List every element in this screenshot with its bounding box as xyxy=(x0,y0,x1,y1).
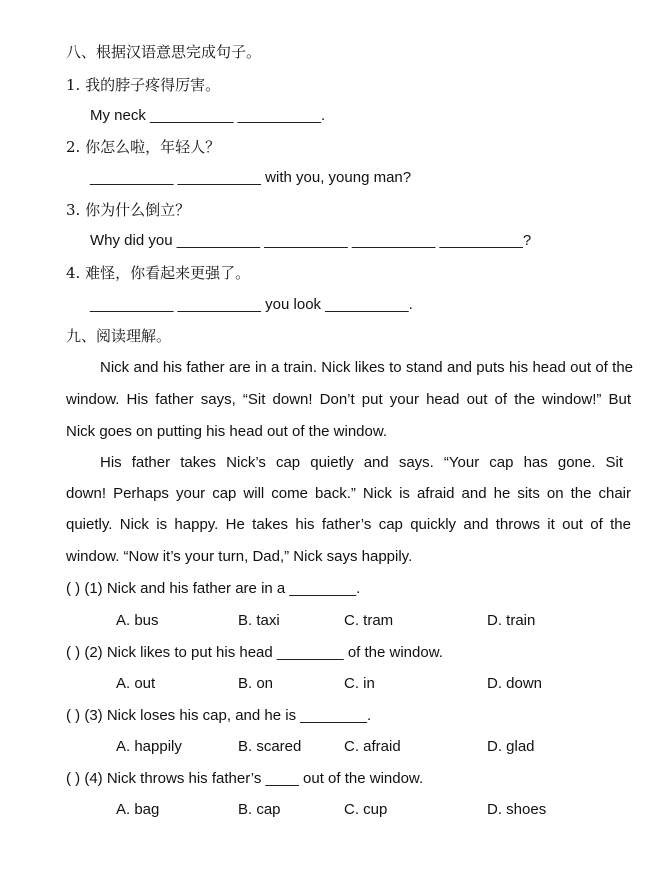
question-stem: ( ) (1) Nick and his father are in a ________. xyxy=(66,580,361,597)
answer-line: __________ __________ with you, young man? xyxy=(90,169,412,186)
option-a: A. happily xyxy=(116,738,182,755)
answer-line: Why did you __________ __________ __________ __________? xyxy=(90,232,532,249)
passage-line: down! Perhaps your cap will come back.” Nick is afraid and he sits on the chair xyxy=(66,485,631,502)
option-c: C. cup xyxy=(344,801,388,818)
option-a: A. bag xyxy=(116,801,160,818)
option-c: C. in xyxy=(344,675,375,692)
option-b: B. cap xyxy=(238,801,281,818)
option-b: B. taxi xyxy=(238,612,280,629)
passage-line: Nick goes on putting his head out of the window. xyxy=(66,423,388,440)
section-8-heading: 八、根据汉语意思完成句子。 xyxy=(66,43,262,61)
question-prompt: 1. 我的脖子疼得厉害。 xyxy=(66,76,221,94)
question-prompt: 4. 难怪，你看起来更强了。 xyxy=(66,264,251,282)
option-d: D. train xyxy=(487,612,536,629)
answer-line: My neck __________ __________. xyxy=(90,107,326,124)
question-stem: ( ) (4) Nick throws his father’s ____ out of the window. xyxy=(66,770,424,787)
option-b: B. on xyxy=(238,675,274,692)
passage-line: Nick and his father are in a train. Nick likes to stand and puts his head out of the xyxy=(100,359,633,376)
section-9-heading: 九、阅读理解。 xyxy=(66,327,172,345)
option-d: D. glad xyxy=(487,738,535,755)
option-d: D. down xyxy=(487,675,543,692)
question-prompt: 3. 你为什么倒立？ xyxy=(66,201,191,219)
passage-line: His father takes Nick’s cap quietly and says. “Your cap has gone. Sit xyxy=(100,454,623,471)
option-d: D. shoes xyxy=(487,801,547,818)
question-stem: ( ) (3) Nick loses his cap, and he is ________. xyxy=(66,707,372,724)
option-a: A. out xyxy=(116,675,156,692)
option-c: C. afraid xyxy=(344,738,401,755)
question-prompt: 2. 你怎么啦，年轻人？ xyxy=(66,138,221,156)
option-c: C. tram xyxy=(344,612,394,629)
answer-line: __________ __________ you look __________. xyxy=(90,296,413,313)
option-a: A. bus xyxy=(116,612,159,629)
passage-line: quietly. Nick is happy. He takes his father’s cap quickly and throws it out of the xyxy=(66,516,631,533)
option-b: B. scared xyxy=(238,738,302,755)
passage-line: window. “Now it’s your turn, Dad,” Nick says happily. xyxy=(66,548,413,565)
question-stem: ( ) (2) Nick likes to put his head ________ of the window. xyxy=(66,644,443,661)
passage-line: window. His father says, “Sit down! Don’t put your head out of the window!” But xyxy=(66,391,631,408)
